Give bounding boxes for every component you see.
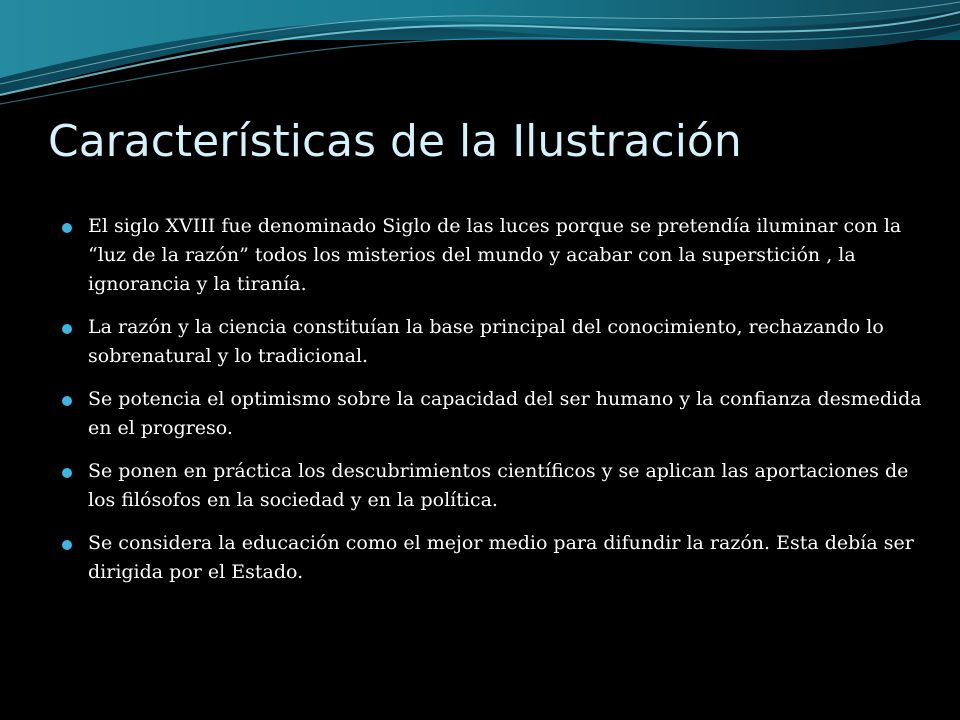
bullet-dot-icon <box>62 540 72 550</box>
bullet-item <box>62 385 922 443</box>
bullet-text: El siglo XVIII fue denominado Siglo de las luces porque se pretendía iluminar con la “luz de la razón” todos los misterios del mundo y acabar con la superstición , la ignorancia y la tiranía. <box>88 215 902 295</box>
bullet-list <box>62 212 922 601</box>
bullet-item <box>62 212 922 299</box>
bullet-text: Se ponen en práctica los descubrimientos científicos y se aplican las aportaciones de los filósofos en la sociedad y en la política. <box>88 460 909 511</box>
bullet-text: Se considera la educación como el mejor medio para difundir la razón. Esta debía ser dirigida por el Estado. <box>88 532 914 583</box>
bullet-item <box>62 529 922 587</box>
bullet-text: La razón y la ciencia constituían la base principal del conocimiento, rechazando lo sobrenatural y lo tradicional. <box>88 316 884 367</box>
bullet-text: Se potencia el optimismo sobre la capacidad del ser humano y la confianza desmedida en el progreso. <box>88 388 922 439</box>
bullet-dot-icon <box>62 324 72 334</box>
header-wave-decoration <box>0 0 960 120</box>
slide-title: Características de la Ilustración <box>48 116 742 167</box>
bullet-item <box>62 313 922 371</box>
bullet-item <box>62 457 922 515</box>
bullet-dot-icon <box>62 468 72 478</box>
bullet-dot-icon <box>62 396 72 406</box>
bullet-dot-icon <box>62 223 72 233</box>
